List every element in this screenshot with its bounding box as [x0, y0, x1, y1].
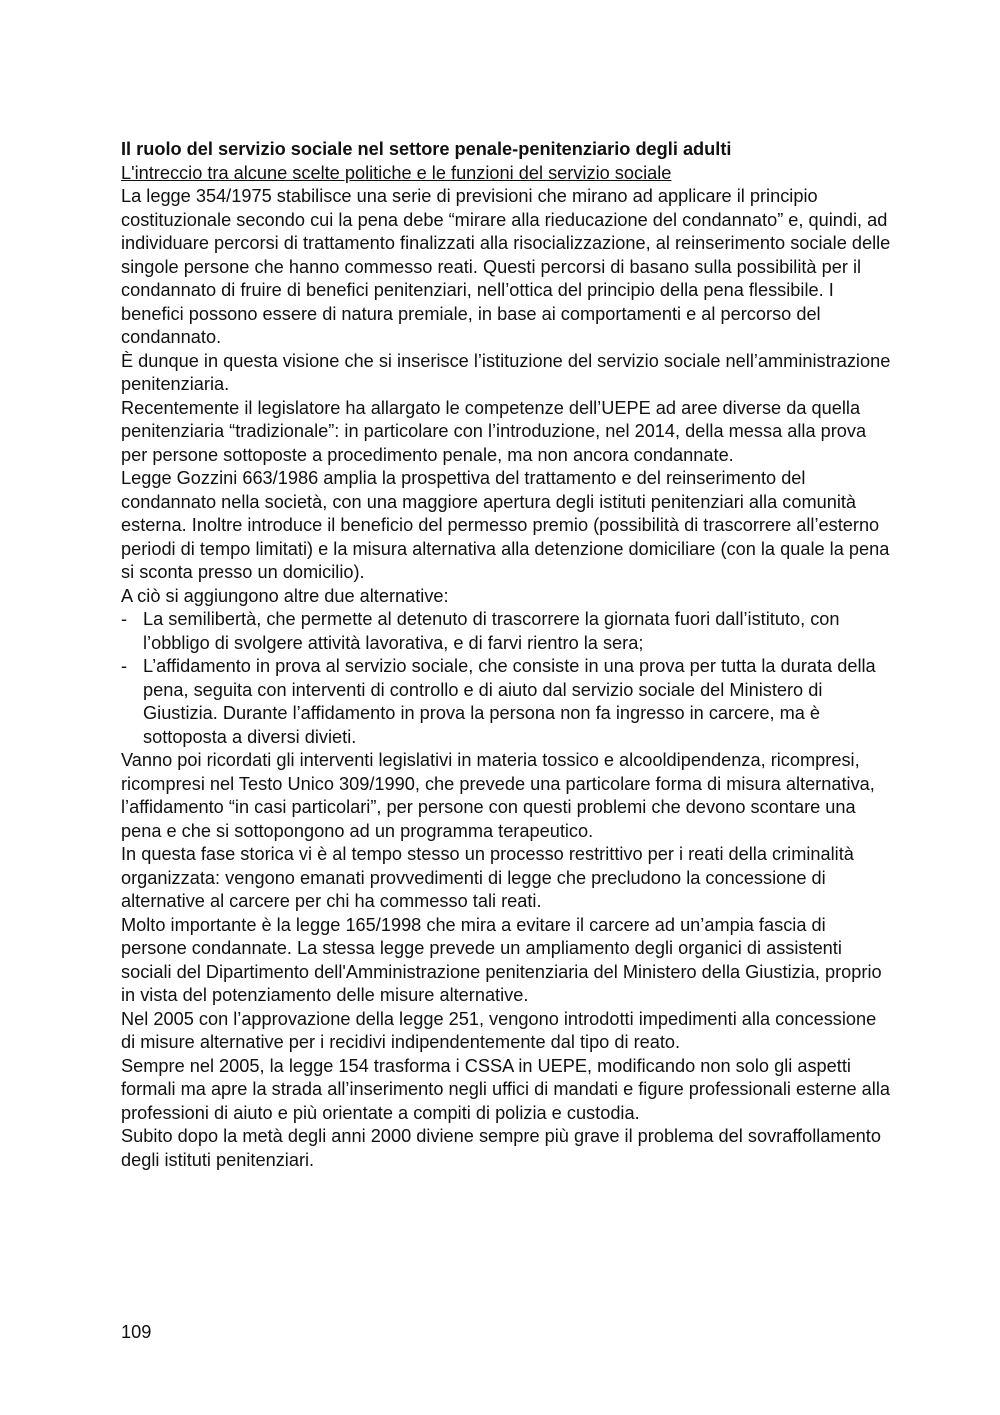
- paragraph: In questa fase storica vi è al tempo stesso un processo restrittivo per i reati della criminalità organizzata: vengono emanati provvedimenti di legge che precludono la concessione di alternative al carcere per chi ha commesso tali reati.: [121, 844, 854, 911]
- alternatives-list: [121, 608, 891, 749]
- document-body: [121, 138, 891, 1172]
- page-number: 109: [121, 1322, 152, 1342]
- paragraph: La legge 354/1975 stabilisce una serie di previsioni che mirano ad applicare il principio costituzionale secondo cui la pena debe “mirare alla rieducazione del condannato” e, quindi, ad individuare percorsi di trattamento finalizzati alla risocializzazione, al reinserimento sociale delle singole persone che hanno commesso reati. Questi percorsi di basano sulla possibilità per il condannato di fruire di benefici penitenziari, nell’ottica del principio della pena flessibile. I benefici possono essere di natura premiale, in base ai comportamenti e al percorso del condannato.: [121, 186, 891, 347]
- paragraph: A ciò si aggiungono altre due alternative:: [121, 585, 449, 606]
- paragraph: È dunque in questa visione che si inserisce l’istituzione del servizio sociale nell’amministrazione penitenziaria.: [121, 350, 891, 394]
- paragraph: Nel 2005 con l’approvazione della legge 251, vengono introdotti impedimenti alla concessione di misure alternative per i recidivi indipendentemente dal tipo di reato.: [121, 1008, 877, 1052]
- paragraph: Sempre nel 2005, la legge 154 trasforma i CSSA in UEPE, modificando non solo gli aspetti formali ma apre la strada all’inserimento negli uffici di mandati e figure professionali esterne alla professioni di aiuto e più orientate a compiti di polizia e custodia.: [121, 1055, 890, 1123]
- list-item: [121, 655, 891, 749]
- paragraph: Molto importante è la legge 165/1998 che mira a evitare il carcere ad un’ampia fascia di persone condannate. La stessa legge prevede un ampliamento degli organici di assistenti sociali del Dipartimento dell'Amministrazione penitenziaria del Ministero della Giustizia, proprio in vista del potenziamento delle misure alternative.: [121, 914, 882, 1005]
- paragraph: Vanno poi ricordati gli interventi legislativi in materia tossico e alcooldipendenza, ricompresi, ricompresi nel Testo Unico 309/1990, che prevede una particolare forma di misura alternativa, l’affidamento “in casi particolari”, per persone con questi problemi che devono scontare una pena e che si sottopongono ad un programma terapeutico.: [121, 750, 875, 841]
- list-item-text: L’affidamento in prova al servizio sociale, che consiste in una prova per tutta la durata della pena, seguita con interventi di controllo e di aiuto dal servizio sociale del Ministero di Giustizia. Durante l’affidamento in prova la persona non fa ingresso in carcere, ma è sottoposta a diversi divieti.: [143, 656, 876, 747]
- list-item: [121, 608, 891, 655]
- document-title: Il ruolo del servizio sociale nel settore penale-penitenziario degli adulti: [121, 139, 732, 159]
- list-item-text: La semilibertà, che permette al detenuto di trascorrere la giornata fuori dall’istituto, con l’obbligo di svolgere attività lavorativa, e di farvi rientro la sera;: [143, 609, 840, 653]
- paragraph: Recentemente il legislatore ha allargato le competenze dell’UEPE ad aree diverse da quella penitenziaria “tradizionale”: in particolare con l’introduzione, nel 2014, della messa alla prova per persone sottoposte a procedimento penale, ma non ancora condannate.: [121, 397, 867, 465]
- paragraph: Legge Gozzini 663/1986 amplia la prospettiva del trattamento e del reinserimento del condannato nella società, con una maggiore apertura degli istituti penitenziari alla comunità esterna. Inoltre introduce il beneficio del permesso premio (possibilità di trascorrere all’esterno periodi di tempo limitati) e la misura alternativa alla detenzione domiciliare (con la quale la pena si sconta presso un domicilio).: [121, 468, 890, 582]
- document-subtitle: L'intreccio tra alcune scelte politiche e le funzioni del servizio sociale: [121, 162, 672, 183]
- paragraph: Subito dopo la metà degli anni 2000 diviene sempre più grave il problema del sovraffollamento degli istituti penitenziari.: [121, 1126, 881, 1170]
- list-dash-marker: -: [121, 656, 128, 676]
- list-dash-marker: -: [121, 609, 128, 629]
